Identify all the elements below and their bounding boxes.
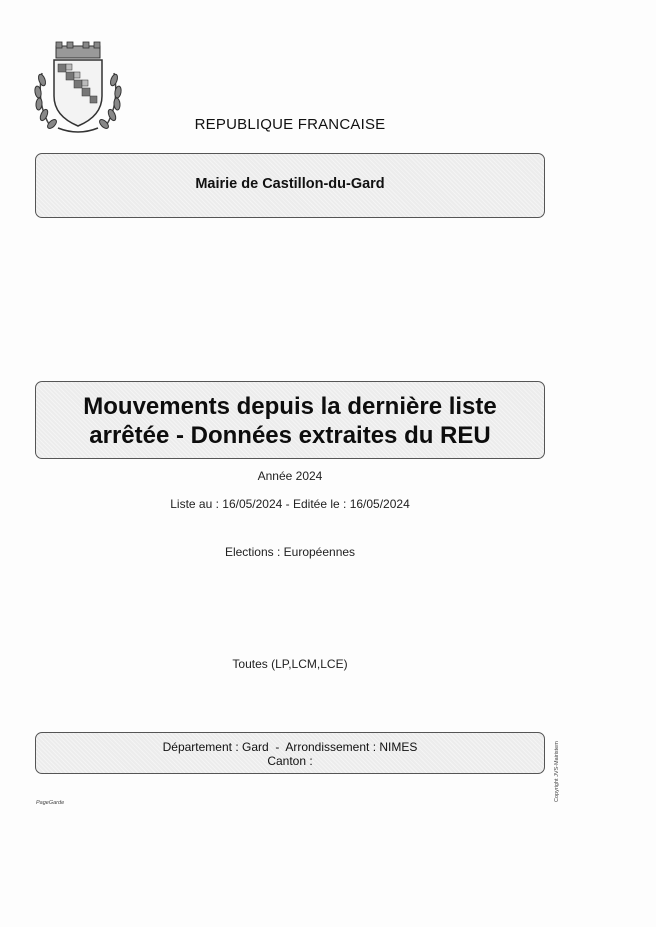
mairie-name: Mairie de Castillon-du-Gard xyxy=(195,176,385,192)
title-box xyxy=(35,381,545,459)
coat-of-arms-icon xyxy=(30,38,126,138)
liste-dates: Liste au : 16/05/2024 - Editée le : 16/05/2024 xyxy=(170,497,410,511)
mairie-box xyxy=(35,153,545,218)
republique-heading: REPUBLIQUE FRANCAISE xyxy=(194,116,386,133)
page-label: PageGarde xyxy=(36,800,65,806)
departement-box xyxy=(35,732,545,774)
lists-scope: Toutes (LP,LCM,LCE) xyxy=(232,657,348,671)
canton-line: Canton : xyxy=(267,754,313,768)
annee-label: Année 2024 xyxy=(257,469,323,483)
elections-label: Elections : Européennes xyxy=(224,545,356,559)
document-title xyxy=(36,392,544,450)
title-line-1: Mouvements depuis la dernière liste xyxy=(83,393,497,420)
copyright-note: Copyright JVS-Mairistem xyxy=(554,741,560,802)
departement-line: Département : Gard - Arrondissement : NIMES xyxy=(162,740,418,754)
departement-info xyxy=(36,740,544,768)
title-line-2: arrêtée - Données extraites du REU xyxy=(89,422,491,449)
